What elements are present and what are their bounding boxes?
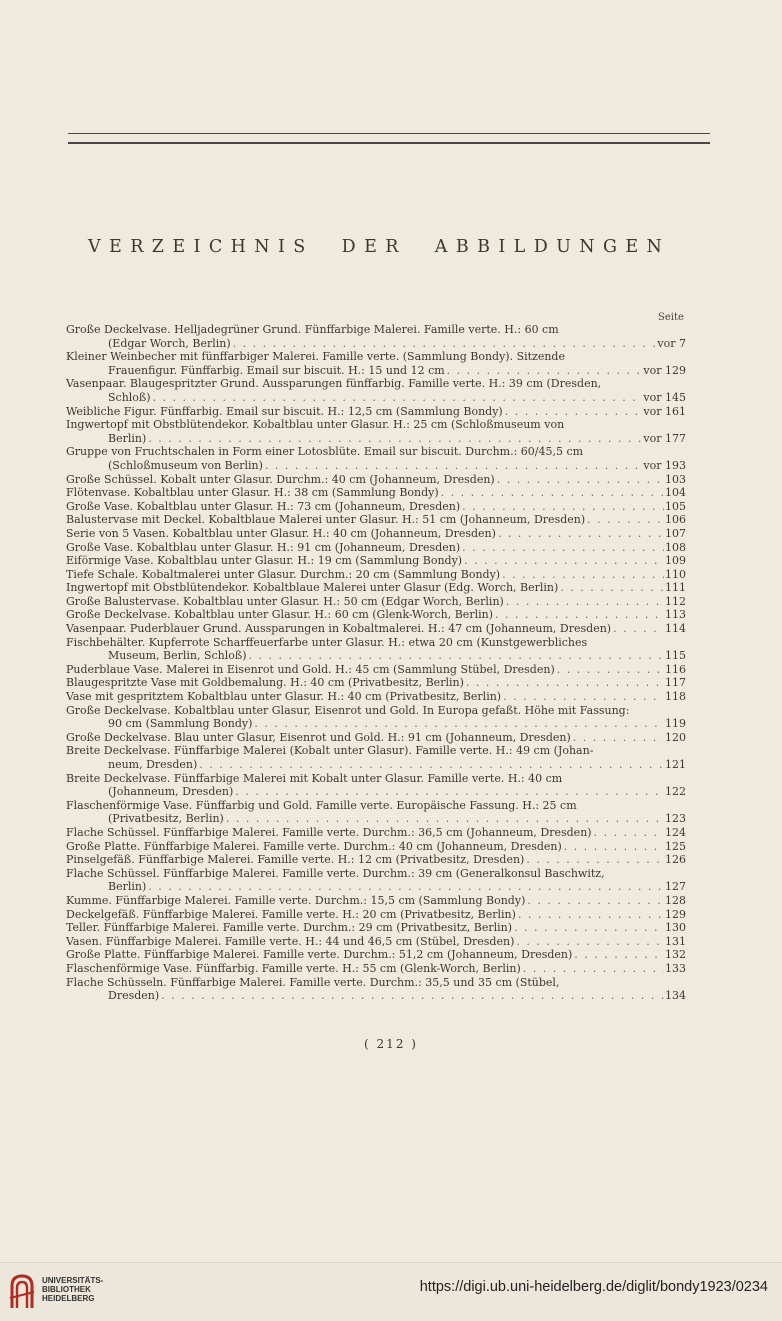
entry-line bbox=[66, 323, 686, 337]
entry-page: 130 bbox=[665, 921, 686, 935]
entry-page: 120 bbox=[665, 730, 686, 744]
entry-line bbox=[66, 867, 686, 881]
source-url-link[interactable]: https://digi.ub.uni-heidelberg.de/diglit/bondy1923/0234 bbox=[419, 1279, 768, 1295]
entry-text: Große Platte. Fünffarbige Malerei. Famille verte. Durchm.: 51,2 cm (Johanneum, Dresden) bbox=[66, 948, 573, 962]
entry-page: 128 bbox=[665, 893, 686, 907]
list-item bbox=[66, 445, 686, 472]
list-item bbox=[66, 894, 686, 908]
entry-text: (Edgar Worch, Berlin) bbox=[108, 336, 231, 350]
entry-text: Große Deckelvase. Helljadegrüner Grund. Fünffarbige Malerei. Famille verte. H.: 60 cm bbox=[66, 323, 559, 336]
entry-page: 114 bbox=[665, 622, 686, 636]
list-item bbox=[66, 962, 686, 976]
library-name-line: UNIVERSITÄTS- bbox=[42, 1276, 104, 1285]
library-name-line: HEIDELBERG bbox=[42, 1294, 95, 1303]
leader-dots bbox=[572, 948, 664, 962]
entry-line bbox=[66, 663, 686, 677]
library-logo-icon[interactable] bbox=[8, 1272, 36, 1310]
list-item bbox=[66, 772, 686, 799]
entry-line bbox=[66, 744, 686, 758]
entry-page: vor 193 bbox=[643, 458, 686, 472]
list-item bbox=[66, 405, 686, 419]
entry-line bbox=[66, 921, 686, 935]
leader-dots bbox=[503, 405, 644, 419]
entry-text: Große Platte. Fünffarbige Malerei. Famille verte. Durchm.: 40 cm (Johanneum, Dresden) bbox=[66, 839, 562, 853]
entry-text: Teller. Fünffarbige Malerei. Famille verte. Durchm.: 29 cm (Privatbesitz, Berlin) bbox=[66, 921, 513, 935]
entry-text: Kleiner Weinbecher mit fünffarbiger Malerei. Famille verte. (Sammlung Bondy). Sitzende bbox=[66, 350, 565, 364]
list-item bbox=[66, 581, 686, 595]
entry-page: vor 145 bbox=[643, 390, 686, 404]
entry-page: 116 bbox=[665, 662, 686, 676]
entry-page: 115 bbox=[665, 649, 686, 663]
entry-text: Ingwertopf mit Obstblütendekor. Kobaltblau unter Glasur. H.: 25 cm (Schloßmuseum von bbox=[66, 418, 565, 432]
entry-text: Flache Schüssel. Fünffarbige Malerei. Famille verte. Durchm.: 36,5 cm (Johanneum, Dresden) bbox=[66, 825, 592, 839]
entry-page: 107 bbox=[665, 526, 686, 540]
entry-line bbox=[66, 541, 686, 555]
leader-dots bbox=[524, 853, 664, 867]
entry-page: vor 7 bbox=[657, 336, 686, 350]
entry-text: Große Deckelvase. Kobaltblau unter Glasur, Eisenrot und Gold. In Europa gefaßt. Höhe mit Fassung: bbox=[66, 703, 630, 717]
entry-page: 133 bbox=[665, 961, 686, 975]
top-rule-thick bbox=[68, 142, 710, 144]
leader-dots bbox=[512, 921, 664, 935]
entry-text: Vasen. Fünffarbige Malerei. Famille verte. H.: 44 und 46,5 cm (Stübel, Dresden) bbox=[66, 934, 515, 948]
library-name bbox=[42, 1276, 103, 1303]
leader-dots bbox=[501, 690, 664, 704]
entry-page: 121 bbox=[665, 758, 686, 771]
entry-page: 106 bbox=[665, 513, 686, 527]
leader-dots bbox=[247, 649, 664, 663]
list-item bbox=[66, 500, 686, 514]
leader-dots bbox=[462, 554, 664, 568]
entry-line bbox=[66, 704, 686, 718]
entry-line bbox=[66, 432, 686, 446]
entry-line bbox=[66, 853, 686, 867]
entry-text: neum, Dresden) bbox=[108, 758, 198, 771]
entry-text: Frauenfigur. Fünffarbig. Email sur biscuit. H.: 15 und 12 cm bbox=[108, 363, 445, 377]
list-item bbox=[66, 867, 686, 894]
entry-text: Puderblaue Vase. Malerei in Eisenrot und Gold. H.: 45 cm (Sammlung Stübel, Dresden) bbox=[66, 662, 555, 676]
list-item bbox=[66, 690, 686, 704]
entry-line bbox=[66, 622, 686, 636]
list-item bbox=[66, 595, 686, 609]
leader-dots bbox=[224, 812, 664, 826]
leader-dots bbox=[233, 785, 664, 799]
list-item bbox=[66, 527, 686, 541]
list-item bbox=[66, 568, 686, 582]
list-item bbox=[66, 622, 686, 636]
entry-page: 108 bbox=[665, 540, 686, 554]
list-item bbox=[66, 636, 686, 663]
entry-page: 105 bbox=[665, 499, 686, 513]
entry-line bbox=[66, 418, 686, 432]
list-item bbox=[66, 486, 686, 500]
entry-line bbox=[66, 595, 686, 609]
entry-line bbox=[66, 554, 686, 568]
entry-text: Vase mit gespritztem Kobaltblau unter Glasur. H.: 40 cm (Privatbesitz, Berlin) bbox=[66, 690, 502, 704]
entry-line bbox=[66, 785, 686, 799]
entry-text: Tiefe Schale. Kobaltmalerei unter Glasur. Durchm.: 20 cm (Sammlung Bondy) bbox=[66, 567, 501, 581]
entry-line bbox=[66, 513, 686, 527]
entry-line bbox=[66, 826, 686, 840]
page-title: VERZEICHNIS DER ABBILDUNGEN bbox=[88, 237, 671, 257]
entry-text: Schloß) bbox=[108, 390, 151, 404]
entry-text: (Privatbesitz, Berlin) bbox=[108, 812, 224, 826]
entry-text: Breite Deckelvase. Fünffarbige Malerei (Kobalt unter Glasur). Famille verte. H.: 49 cm (Johan- bbox=[66, 744, 594, 758]
entry-text: Große Vase. Kobaltblau unter Glasur. H.: 73 cm (Johanneum, Dresden) bbox=[66, 499, 461, 513]
entry-page: 111 bbox=[665, 581, 686, 595]
leader-dots bbox=[464, 676, 664, 690]
entry-line bbox=[66, 581, 686, 595]
leader-dots bbox=[439, 486, 664, 500]
entry-line bbox=[66, 527, 686, 541]
entry-text: Pinselgefäß. Fünffarbige Malerei. Famille verte. H.: 12 cm (Privatbesitz, Dresden) bbox=[66, 853, 525, 867]
entry-text: (Johanneum, Dresden) bbox=[108, 785, 234, 799]
entry-text: Ingwertopf mit Obstblütendekor. Kobaltblaue Malerei unter Glasur (Edg. Worch, Berlin) bbox=[66, 581, 559, 595]
list-item bbox=[66, 744, 686, 771]
entry-text: Balustervase mit Deckel. Kobaltblaue Malerei unter Glasur. H.: 51 cm (Johanneum, Dresden) bbox=[66, 513, 586, 527]
leader-dots bbox=[562, 840, 664, 854]
entry-text: Gruppe von Fruchtschalen in Form einer Lotosblüte. Email sur biscuit. Durchm.: 60/45,5 cm bbox=[66, 445, 584, 459]
list-item bbox=[66, 908, 686, 922]
entry-page: 124 bbox=[665, 825, 686, 839]
entry-line bbox=[66, 962, 686, 976]
entry-line bbox=[66, 500, 686, 514]
entry-page: 131 bbox=[665, 934, 686, 948]
leader-dots bbox=[611, 622, 664, 636]
entry-line bbox=[66, 799, 686, 813]
leader-dots bbox=[252, 717, 664, 731]
leader-dots bbox=[555, 663, 664, 677]
list-item bbox=[66, 377, 686, 404]
entry-line bbox=[66, 568, 686, 582]
entry-text: Große Deckelvase. Blau unter Glasur, Eisenrot und Gold. H.: 91 cm (Johanneum, Dresden) bbox=[66, 730, 571, 744]
leader-dots bbox=[525, 894, 664, 908]
entry-text: Dresden) bbox=[108, 989, 160, 1003]
entry-text: Breite Deckelvase. Fünffarbige Malerei mit Kobalt unter Glasur. Famille verte. H.: 40 cm bbox=[66, 771, 563, 785]
entry-line bbox=[66, 636, 686, 650]
leader-dots bbox=[159, 989, 664, 1003]
entry-line bbox=[66, 445, 686, 459]
leader-dots bbox=[197, 758, 664, 772]
entry-page: 126 bbox=[665, 853, 686, 867]
entry-line bbox=[66, 772, 686, 786]
entry-page: 134 bbox=[665, 989, 686, 1003]
list-item bbox=[66, 513, 686, 527]
entry-text: Eiförmige Vase. Kobaltblau unter Glasur. H.: 19 cm (Sammlung Bondy) bbox=[66, 554, 463, 568]
leader-dots bbox=[231, 337, 658, 351]
entry-page: 104 bbox=[665, 486, 686, 500]
entry-line bbox=[66, 473, 686, 487]
library-name-line: BIBLIOTHEK bbox=[42, 1285, 91, 1294]
entry-text: Serie von 5 Vasen. Kobaltblau unter Glasur. H.: 40 cm (Johanneum, Dresden) bbox=[66, 526, 496, 540]
top-rule-thin bbox=[68, 133, 710, 134]
entry-line bbox=[66, 608, 686, 622]
entry-page: 122 bbox=[665, 785, 686, 799]
list-item bbox=[66, 473, 686, 487]
entry-text: Deckelgefäß. Fünffarbige Malerei. Famille verte. H.: 20 cm (Privatbesitz, Berlin) bbox=[66, 907, 516, 921]
list-item bbox=[66, 826, 686, 840]
entry-line bbox=[66, 350, 686, 364]
entry-page: 125 bbox=[665, 839, 686, 853]
entry-line bbox=[66, 391, 686, 405]
entry-text: Berlin) bbox=[108, 880, 147, 894]
entry-text: Große Vase. Kobaltblau unter Glasur. H.: 91 cm (Johanneum, Dresden) bbox=[66, 540, 461, 554]
entry-page: vor 161 bbox=[643, 404, 686, 418]
entry-text: Flaschenförmige Vase. Fünffarbig und Gold. Famille verte. Europäische Fassung. H.: 25 cm bbox=[66, 798, 577, 812]
entry-page: 123 bbox=[665, 812, 686, 826]
entry-page: 110 bbox=[665, 567, 686, 581]
entry-text: Vasenpaar. Puderblauer Grund. Aussparungen in Kobaltmalerei. H.: 47 cm (Johanneum, Dresden) bbox=[66, 622, 612, 636]
entry-line bbox=[66, 908, 686, 922]
entry-text: Blaugespritzte Vase mit Goldbemalung. H.: 40 cm (Privatbesitz, Berlin) bbox=[66, 676, 464, 690]
list-item bbox=[66, 840, 686, 854]
entry-text: Flaschenförmige Vase. Fünffarbig. Famille verte. H.: 55 cm (Glenk-Worch, Berlin) bbox=[66, 961, 521, 975]
entry-line bbox=[66, 486, 686, 500]
entry-page: 109 bbox=[665, 554, 686, 568]
entry-text: Flötenvase. Kobaltblau unter Glasur. H.: 38 cm (Sammlung Bondy) bbox=[66, 486, 439, 500]
list-item bbox=[66, 608, 686, 622]
list-item bbox=[66, 853, 686, 867]
leader-dots bbox=[516, 908, 664, 922]
figure-list bbox=[66, 323, 686, 1003]
entry-text: Flache Schüssel. Fünffarbige Malerei. Famille verte. Durchm.: 39 cm (Generalkonsul Baschwitz, bbox=[66, 866, 605, 880]
entry-text: 90 cm (Sammlung Bondy) bbox=[108, 717, 253, 731]
entry-page: 103 bbox=[665, 472, 686, 486]
list-item bbox=[66, 731, 686, 745]
leader-dots bbox=[571, 731, 664, 745]
leader-dots bbox=[263, 459, 643, 473]
entry-text: Weibliche Figur. Fünffarbig. Email sur biscuit. H.: 12,5 cm (Sammlung Bondy) bbox=[66, 404, 503, 418]
entry-line bbox=[66, 337, 686, 351]
entry-text: Flache Schüsseln. Fünffarbige Malerei. Famille verte. Durchm.: 35,5 und 35 cm (Stübel, bbox=[66, 975, 560, 989]
list-item bbox=[66, 350, 686, 377]
entry-page: 113 bbox=[665, 608, 686, 622]
entry-page: 112 bbox=[665, 594, 686, 608]
entry-text: Vasenpaar. Blaugespritzter Grund. Aussparungen fünffarbig. Famille verte. H.: 39 cm (Dresden, bbox=[66, 377, 602, 391]
entry-text: Kumme. Fünffarbige Malerei. Famille verte. Durchm.: 15,5 cm (Sammlung Bondy) bbox=[66, 893, 526, 907]
leader-dots bbox=[146, 432, 643, 446]
leader-dots bbox=[495, 473, 664, 487]
entry-page: 129 bbox=[665, 907, 686, 921]
leader-dots bbox=[445, 364, 644, 378]
entry-page: 132 bbox=[665, 948, 686, 962]
leader-dots bbox=[151, 391, 644, 405]
list-item bbox=[66, 976, 686, 1003]
list-item bbox=[66, 554, 686, 568]
entry-line bbox=[66, 989, 686, 1003]
entry-text: Große Schüssel. Kobalt unter Glasur. Durchm.: 40 cm (Johanneum, Dresden) bbox=[66, 472, 495, 486]
entry-page: 119 bbox=[665, 717, 686, 731]
entry-line bbox=[66, 812, 686, 826]
entry-line bbox=[66, 976, 686, 990]
entry-page: vor 129 bbox=[643, 363, 686, 377]
leader-dots bbox=[146, 880, 664, 894]
list-item bbox=[66, 418, 686, 445]
leader-dots bbox=[558, 581, 664, 595]
entry-text: Fischbehälter. Kupferrote Scharffeuerfarbe unter Glasur. H.: etwa 20 cm (Kunstgewerbliches bbox=[66, 635, 588, 649]
entry-line bbox=[66, 717, 686, 731]
entry-line bbox=[66, 880, 686, 894]
leader-dots bbox=[514, 935, 664, 949]
leader-dots bbox=[493, 608, 664, 622]
list-item bbox=[66, 323, 686, 350]
leader-dots bbox=[504, 595, 664, 609]
entry-line bbox=[66, 731, 686, 745]
list-item bbox=[66, 704, 686, 731]
entry-line bbox=[66, 459, 686, 473]
entry-line bbox=[66, 649, 686, 663]
list-item bbox=[66, 935, 686, 949]
entry-page: 118 bbox=[665, 690, 686, 704]
leader-dots bbox=[592, 826, 664, 840]
entry-line bbox=[66, 948, 686, 962]
entry-page: 127 bbox=[665, 880, 686, 894]
entry-page: vor 177 bbox=[643, 431, 686, 445]
entry-text: Große Deckelvase. Kobaltblau unter Glasur. H.: 60 cm (Glenk-Worch, Berlin) bbox=[66, 608, 493, 622]
entry-line bbox=[66, 676, 686, 690]
entry-line bbox=[66, 364, 686, 378]
leader-dots bbox=[460, 500, 664, 514]
entry-line bbox=[66, 935, 686, 949]
leader-dots bbox=[521, 962, 664, 976]
entry-text: Museum, Berlin, Schloß) bbox=[108, 649, 247, 663]
entry-text: Berlin) bbox=[108, 431, 147, 445]
entry-page: 117 bbox=[665, 676, 686, 690]
list-item bbox=[66, 799, 686, 826]
page-number: ( 212 ) bbox=[364, 1037, 418, 1051]
entry-line bbox=[66, 377, 686, 391]
list-item bbox=[66, 921, 686, 935]
leader-dots bbox=[500, 568, 664, 582]
entry-text: Große Balustervase. Kobaltblau unter Glasur. H.: 50 cm (Edgar Worch, Berlin) bbox=[66, 594, 504, 608]
page-column-label: Seite bbox=[658, 312, 684, 323]
library-footer-bar bbox=[0, 1262, 782, 1321]
list-item bbox=[66, 676, 686, 690]
entry-text: (Schloßmuseum von Berlin) bbox=[108, 458, 263, 472]
entry-line bbox=[66, 758, 686, 772]
leader-dots bbox=[585, 513, 664, 527]
entry-line bbox=[66, 894, 686, 908]
entry-line bbox=[66, 405, 686, 419]
entry-line bbox=[66, 840, 686, 854]
list-item bbox=[66, 948, 686, 962]
entry-line bbox=[66, 690, 686, 704]
leader-dots bbox=[460, 541, 664, 555]
leader-dots bbox=[496, 527, 664, 541]
list-item bbox=[66, 663, 686, 677]
list-item bbox=[66, 541, 686, 555]
